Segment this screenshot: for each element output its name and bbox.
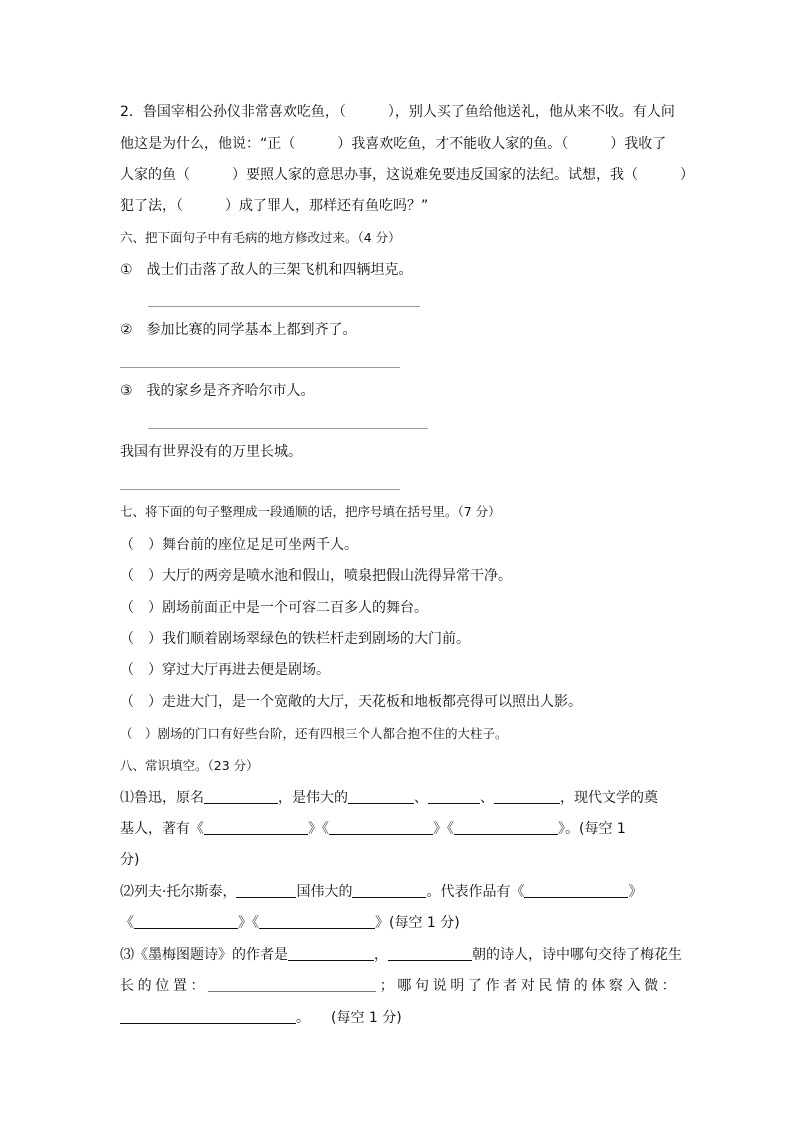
- q3-char: 作: [485, 978, 500, 994]
- q3-text-a: ⑶《墨梅图题诗》的作者是: [120, 947, 288, 963]
- answer-line-2[interactable]: [120, 367, 400, 368]
- blank-q1-2[interactable]: [348, 789, 414, 804]
- q3-char: 对: [520, 978, 535, 994]
- q2-text-f: 》《: [238, 915, 259, 931]
- blank-q1-3[interactable]: [428, 789, 480, 804]
- passage-line-1: 2．鲁国宰相公孙仪非常喜欢吃鱼，（ ），别人买了鱼给他送礼，他从来不收。有人问: [120, 104, 675, 120]
- q3-char: 了: [467, 978, 482, 994]
- section7-item-5: （ ）穿过大厅再进去便是剧场。: [120, 662, 330, 678]
- section6-item-4: 我国有世界没有的万里长城。: [120, 444, 302, 460]
- section7-item-3: （ ）剧场前面正中是一个可容二百多人的舞台。: [120, 600, 428, 616]
- section7-item-7: （ ）剧场的门口有好些台阶，还有四根三个人都合抱不住的大柱子。: [120, 726, 508, 741]
- section7-heading: 七、将下面的句子整理成一段通顺的话，把序号填在括号里。（7 分）: [120, 504, 501, 519]
- q2-text-a: ⑵列夫·托尔斯泰，: [120, 884, 237, 900]
- q1-sep-2: 、: [480, 790, 494, 806]
- passage-line-3: 人家的鱼（ ）要照人家的意思办事，这说难免要违反国家的法纪。试想，我（ ）: [120, 167, 694, 183]
- section6-item-3: ③ 我的家乡是齐齐哈尔市人。: [120, 383, 315, 399]
- blank-q1-4[interactable]: [494, 789, 560, 804]
- blank-q2-2[interactable]: [352, 883, 426, 898]
- section6-item-1: ① 战士们击落了敌人的三架飞机和四辆坦克。: [120, 262, 413, 278]
- passage-line-2: 他这是为什么，他说：“正（ ）我喜欢吃鱼，才不能收人家的鱼。（ ）我收了: [120, 136, 667, 152]
- blank-q3-1[interactable]: [288, 946, 374, 961]
- q3-char: ；: [379, 978, 394, 994]
- q2-text-d: 》: [628, 884, 643, 900]
- answer-line-4[interactable]: [120, 489, 400, 490]
- blank-q2-4[interactable]: [134, 914, 238, 929]
- q3-char: 者: [503, 978, 518, 994]
- blank-q1-1[interactable]: [204, 789, 278, 804]
- q3-char: 置: [172, 978, 187, 994]
- section7-item-2: （ ）大厅的两旁是喷水池和假山，喷泉把假山洗得异常干净。: [120, 568, 512, 584]
- q2-line-2: [120, 913, 460, 933]
- q1-text-f: 》《: [433, 821, 454, 837]
- section8-heading: 八、常识填空。（23 分）: [120, 758, 259, 773]
- q3-char: 的: [137, 978, 152, 994]
- q2-line-1: [120, 882, 642, 902]
- blank-q1-6[interactable]: [329, 820, 433, 835]
- q1-sep-1: 、: [414, 790, 428, 806]
- q3-line-3: [120, 1008, 402, 1028]
- q3-char: 民: [538, 978, 553, 994]
- blank-q3-4[interactable]: [120, 1009, 296, 1024]
- q1-text-a: ⑴鲁迅，原名: [120, 790, 204, 806]
- q3-line-2: [120, 976, 676, 996]
- q3-char: 体: [591, 978, 606, 994]
- q1-text-g: 》。(每空 1: [558, 821, 626, 837]
- blank-q1-5[interactable]: [204, 820, 308, 835]
- q1-text-b: ，是伟大的: [278, 790, 348, 806]
- blank-q2-1[interactable]: [236, 883, 296, 898]
- q2-text-g: 》(每空 1 分): [375, 915, 460, 931]
- answer-line-1[interactable]: [148, 306, 420, 307]
- q2-text-c: 。代表作品有《: [426, 884, 525, 900]
- q3-text-c: 朝的诗人，诗中哪句交待了梅花生: [472, 947, 682, 963]
- q3-char: 哪: [397, 978, 412, 994]
- q3-char: 明: [450, 978, 465, 994]
- q3-text-b: ，: [374, 947, 388, 963]
- q3-char: ：: [661, 978, 676, 994]
- q1-text-d: 基人，著有《: [120, 821, 204, 837]
- q3-line-1: [120, 945, 682, 965]
- blank-q3-2[interactable]: [388, 946, 472, 961]
- blank-q1-7[interactable]: [454, 820, 558, 835]
- section7-item-1: （ ）舞台前的座位足足可坐两千人。: [120, 537, 358, 553]
- q3-char: 入: [626, 978, 641, 994]
- answer-line-3[interactable]: [148, 428, 428, 429]
- q3-char: ：: [190, 978, 205, 994]
- q1-line-1: [120, 788, 658, 808]
- q1-text-c: ，现代文学的奠: [560, 790, 658, 806]
- q3-char: 微: [644, 978, 659, 994]
- q2-text-b: 国伟大的: [296, 884, 353, 900]
- q3-text-e: 。 (每空 1 分): [296, 1010, 402, 1026]
- q2-text-e: 《: [120, 915, 134, 931]
- section6-heading: 六、把下面句子中有毛病的地方修改过来。（4 分）: [120, 230, 401, 245]
- section7-item-4: （ ）我们顺着剧场翠绿色的铁栏杆走到剧场的大门前。: [120, 631, 470, 647]
- blank-q3-3[interactable]: ＿＿＿＿＿＿＿＿＿＿＿＿: [208, 978, 377, 994]
- q3-char: 察: [608, 978, 623, 994]
- q1-text-e: 》《: [308, 821, 329, 837]
- q3-char: 情: [556, 978, 570, 994]
- q1-line-2: [120, 819, 626, 839]
- section7-item-6: （ ）走进大门，是一个宽敞的大厅，天花板和地板都亮得可以照出人影。: [120, 694, 582, 710]
- q3-char: 长: [120, 978, 134, 994]
- q3-char: 位: [155, 978, 170, 994]
- blank-q2-3[interactable]: [524, 883, 628, 898]
- q3-char: 说: [432, 978, 447, 994]
- q3-char: 的: [573, 978, 588, 994]
- q3-char: 句: [415, 978, 429, 994]
- section6-item-2: ② 参加比赛的同学基本上都到齐了。: [120, 322, 357, 338]
- blank-q2-5[interactable]: [259, 914, 375, 929]
- q1-line-3: 分): [120, 852, 140, 868]
- passage-line-4: 犯了法，（ ）成了罪人，那样还有鱼吃吗？”: [120, 198, 429, 214]
